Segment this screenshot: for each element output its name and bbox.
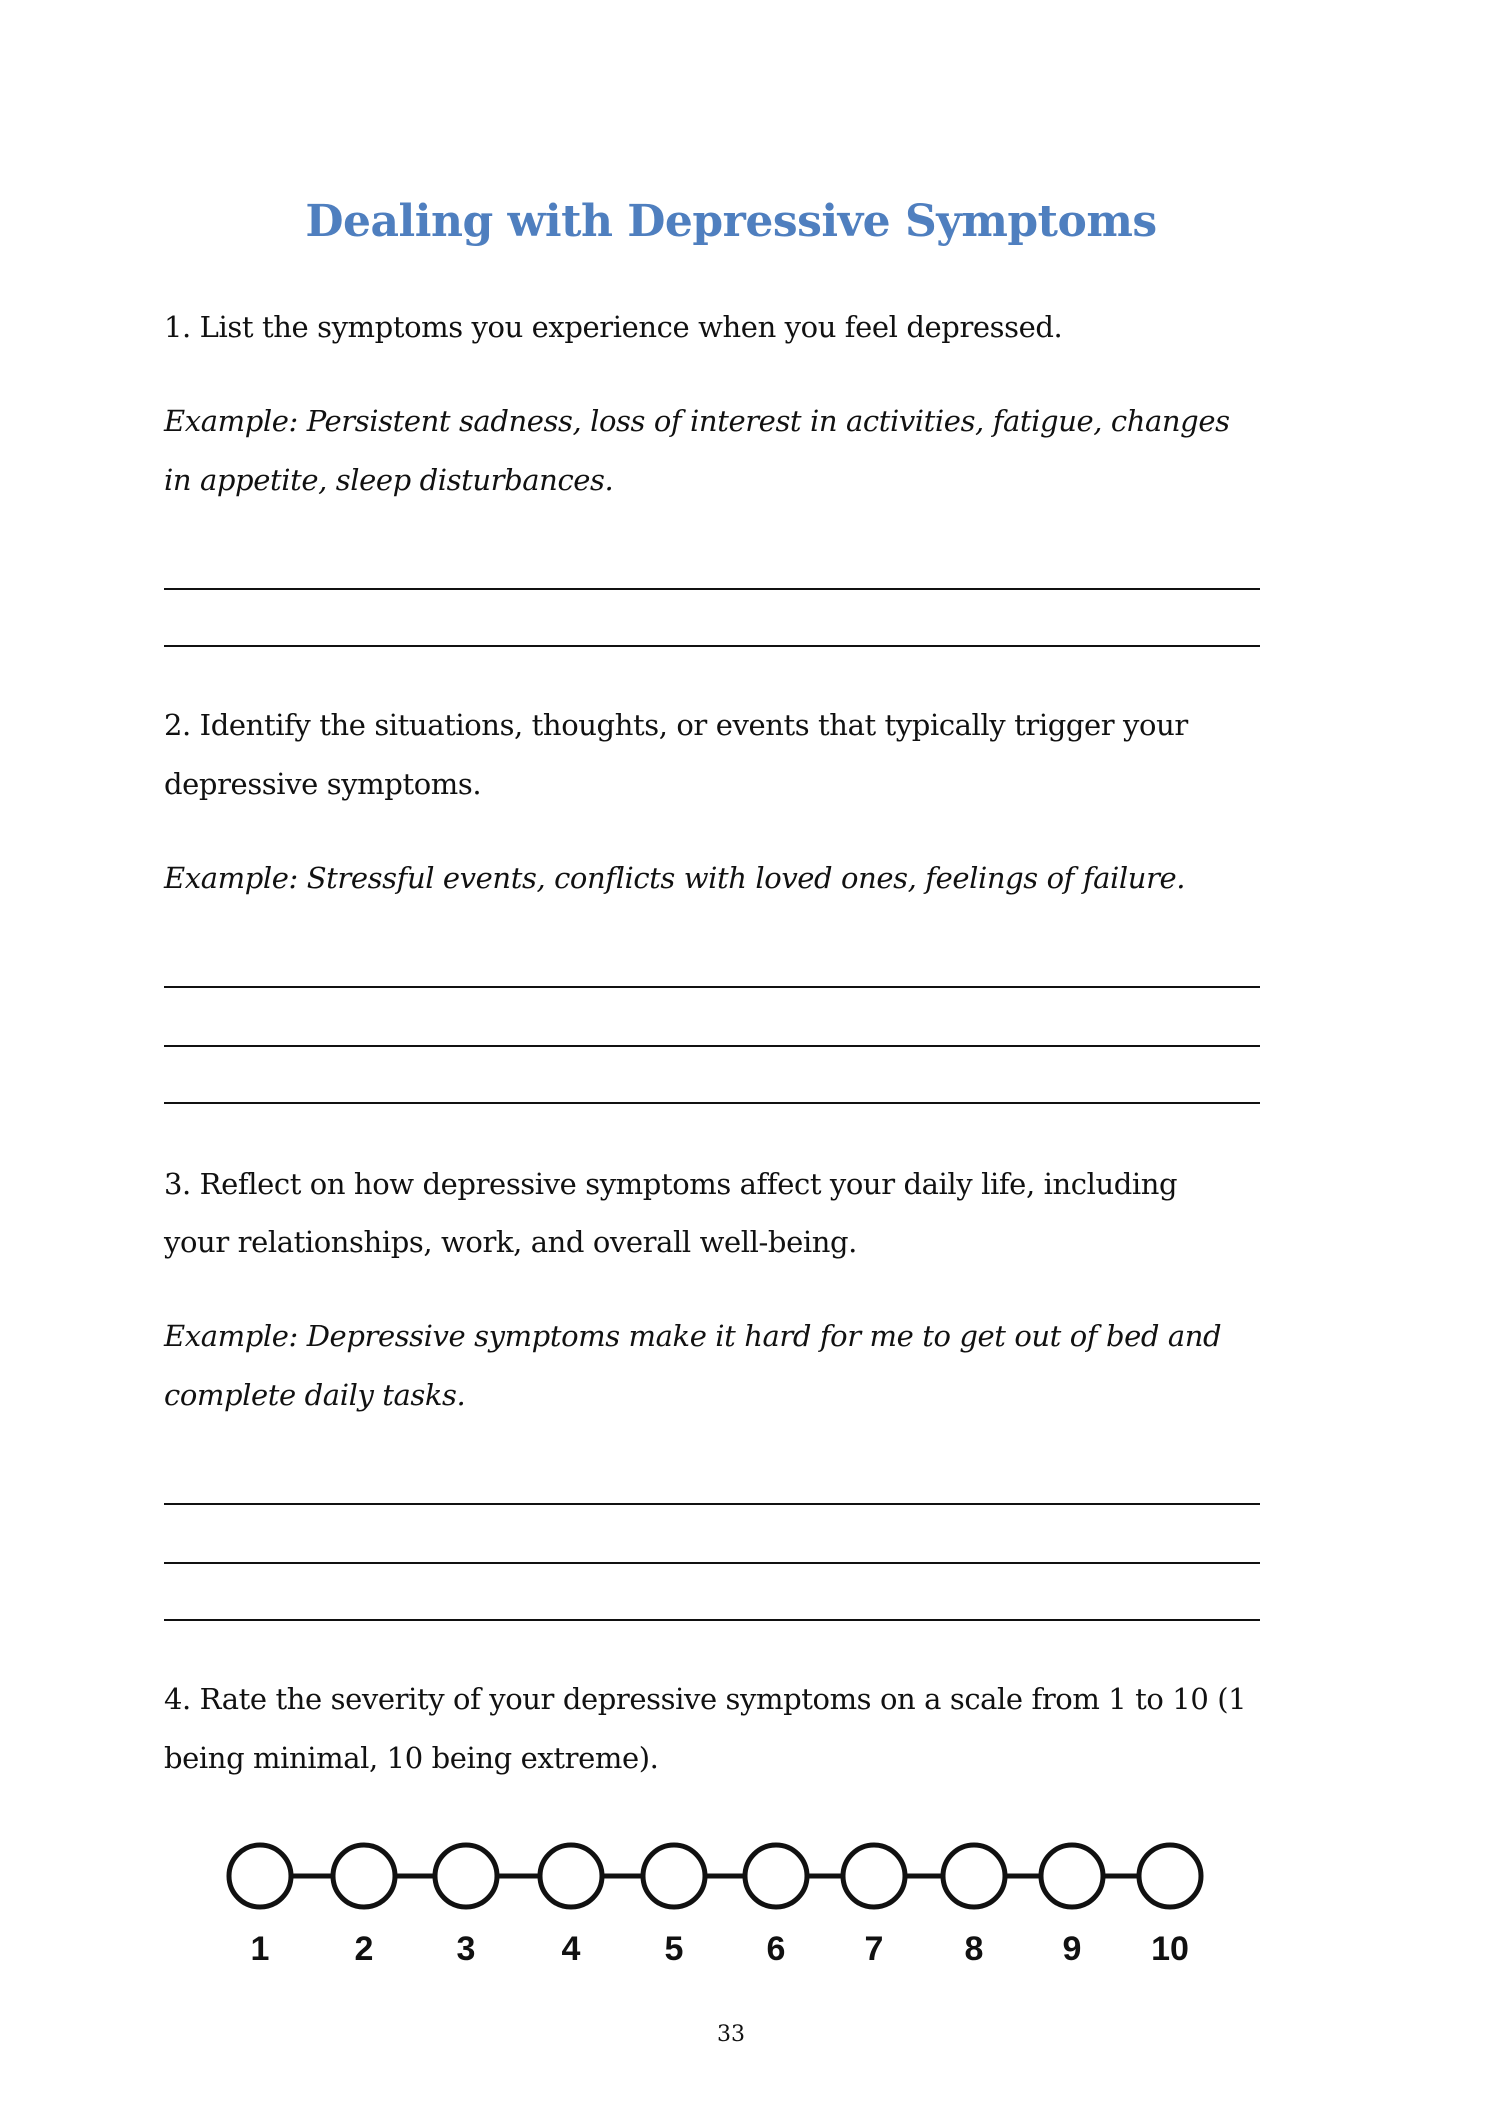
rating-label: 1 (250, 1930, 270, 1968)
rating-option-4[interactable] (540, 1845, 602, 1907)
example-3-line-1: Example: Depressive symptoms make it hard for me to get out of bed and (164, 1319, 1222, 1353)
page-title: Dealing with Depressive Symptoms (305, 196, 1157, 247)
rating-option-7[interactable] (843, 1845, 905, 1907)
question-3-line-2: your relationships, work, and overall well-being. (164, 1225, 857, 1259)
example-2: Example: Stressful events, conflicts with loved ones, feelings of failure. (164, 861, 1186, 895)
example-1-line-2: in appetite, sleep disturbances. (164, 463, 614, 497)
rating-label: 10 (1151, 1930, 1189, 1968)
rating-label: 4 (561, 1930, 581, 1968)
question-4-line-1: 4. Rate the severity of your depressive symptoms on a scale from 1 to 10 (1 (164, 1682, 1247, 1716)
rating-label: 8 (964, 1930, 984, 1968)
rating-option-2[interactable] (333, 1845, 395, 1907)
rating-option-6[interactable] (745, 1845, 807, 1907)
rating-label: 3 (456, 1930, 476, 1968)
rating-label: 2 (354, 1930, 374, 1968)
question-3-line-1: 3. Reflect on how depressive symptoms affect your daily life, including (164, 1167, 1178, 1201)
question-1: 1. List the symptoms you experience when you feel depressed. (164, 310, 1063, 344)
rating-label: 9 (1062, 1930, 1082, 1968)
rating-option-10[interactable] (1139, 1845, 1201, 1907)
rating-option-3[interactable] (435, 1845, 497, 1907)
example-3-line-2: complete daily tasks. (164, 1378, 466, 1412)
rating-option-5[interactable] (643, 1845, 705, 1907)
question-2-line-1: 2. Identify the situations, thoughts, or events that typically trigger your (164, 708, 1188, 742)
page-number: 33 (717, 2022, 745, 2047)
rating-option-9[interactable] (1041, 1845, 1103, 1907)
rating-label: 5 (664, 1930, 684, 1968)
rating-option-8[interactable] (943, 1845, 1005, 1907)
example-1-line-1: Example: Persistent sadness, loss of interest in activities, fatigue, changes (164, 404, 1230, 438)
rating-label: 6 (766, 1930, 786, 1968)
rating-option-1[interactable] (229, 1845, 291, 1907)
rating-label: 7 (864, 1930, 884, 1968)
question-4-line-2: being minimal, 10 being extreme). (164, 1741, 659, 1775)
question-2-line-2: depressive symptoms. (164, 767, 482, 801)
